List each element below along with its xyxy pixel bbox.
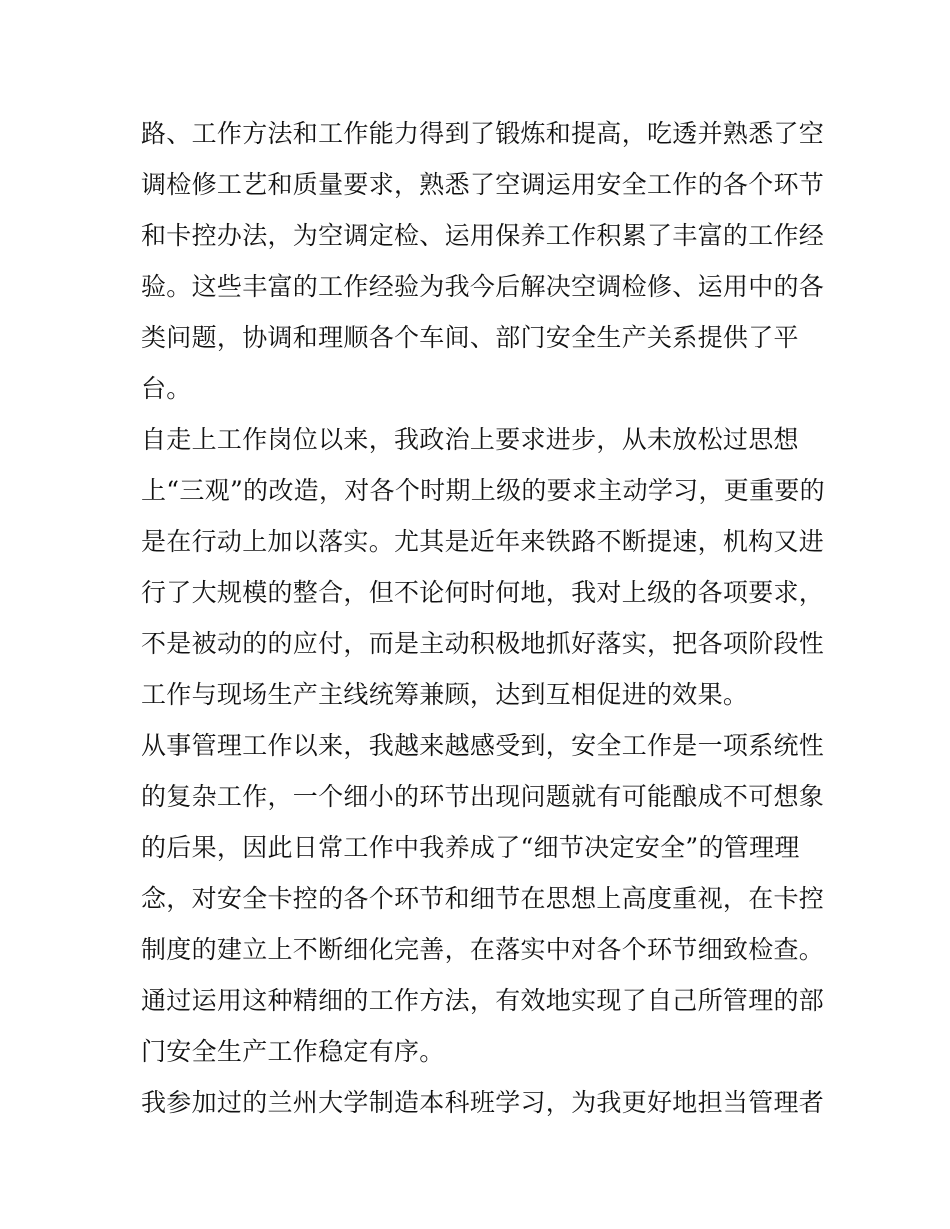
- text-line: 的后果，因此日常工作中我养成了“细节决定安全”的管理理: [141, 833, 800, 862]
- text-line: 门安全生产工作稳定有序。: [141, 1037, 445, 1066]
- text-line: 通过运用这种精细的工作方法，有效地实现了自己所管理的部: [141, 986, 825, 1015]
- text-line: 和卡控办法，为空调定检、运用保养工作积累了丰富的工作经: [141, 221, 825, 250]
- text-line: 是在行动上加以落实。尤其是近年来铁路不断提速，机构又进: [141, 527, 825, 556]
- text-line: 自走上工作岗位以来，我政治上要求进步，从未放松过思想: [141, 425, 799, 454]
- text-line: 念，对安全卡控的各个环节和细节在思想上高度重视，在卡控: [141, 884, 825, 913]
- text-line: 我参加过的兰州大学制造本科班学习，为我更好地担当管理者: [141, 1088, 825, 1117]
- text-line: 行了大规模的整合，但不论何时何地，我对上级的各项要求，: [141, 578, 825, 607]
- text-line: 路、工作方法和工作能力得到了锻炼和提高，吃透并熟悉了空: [141, 119, 825, 148]
- text-line: 的复杂工作，一个细小的环节出现问题就有可能酿成不可想象: [141, 782, 825, 811]
- text-line: 调检修工艺和质量要求，熟悉了空调运用安全工作的各个环节: [141, 170, 825, 199]
- text-line: 上“三观”的改造，对各个时期上级的要求主动学习，更重要的: [141, 476, 825, 505]
- text-line: 不是被动的的应付，而是主动积极地抓好落实，把各项阶段性: [141, 629, 825, 658]
- text-line: 类问题，协调和理顺各个车间、部门安全生产关系提供了平: [141, 323, 799, 352]
- text-line: 验。这些丰富的工作经验为我今后解决空调检修、运用中的各: [141, 272, 825, 301]
- text-line: 台。: [141, 374, 192, 403]
- text-line: 制度的建立上不断细化完善，在落实中对各个环节细致检查。: [141, 935, 825, 964]
- text-line: 从事管理工作以来，我越来越感受到，安全工作是一项系统性: [141, 731, 825, 760]
- text-line: 工作与现场生产主线统筹兼顾，达到互相促进的效果。: [141, 680, 749, 709]
- document-body: [141, 108, 825, 1128]
